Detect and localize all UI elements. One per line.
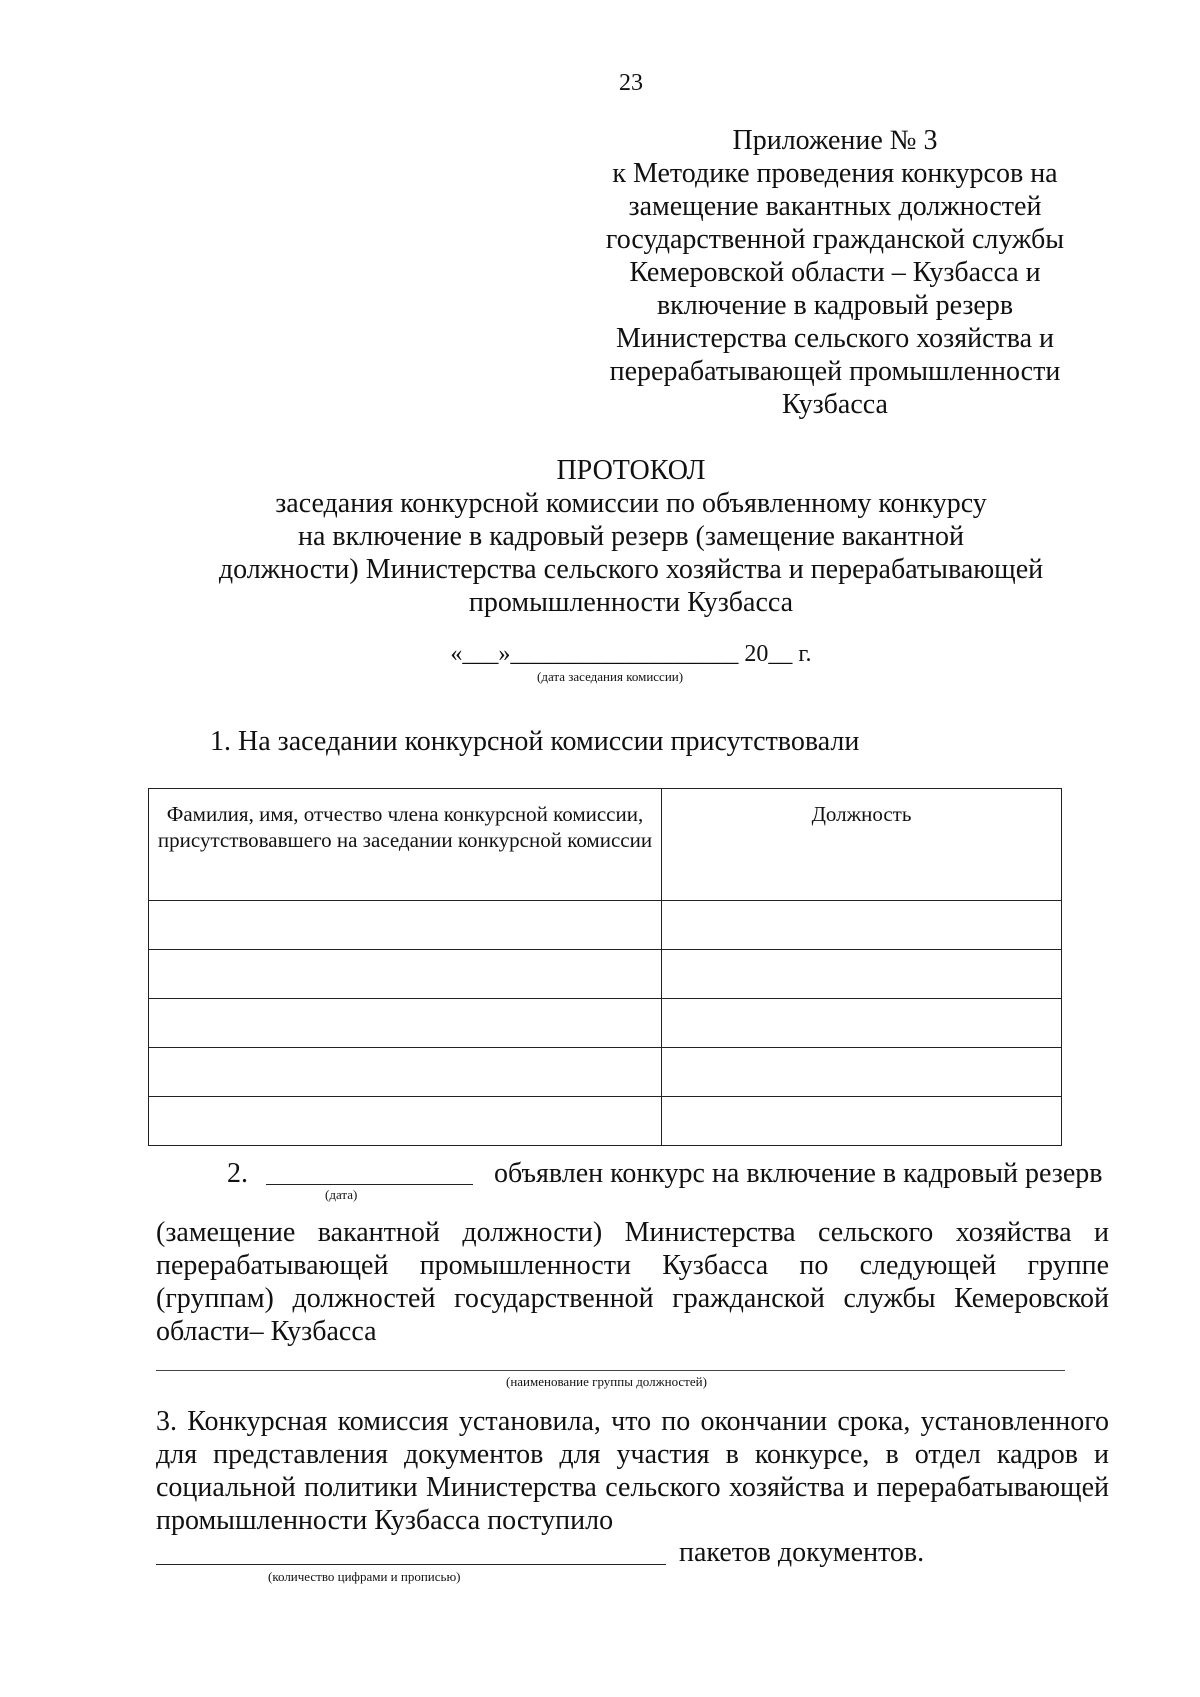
section-3-tail: пакетов документов. [679, 1537, 925, 1568]
table-row [149, 950, 1062, 999]
section-2-number: 2. [227, 1158, 248, 1189]
table-row [149, 1048, 1062, 1097]
document-subtitle [150, 487, 1112, 619]
member-name-cell[interactable] [149, 1048, 662, 1097]
header-member-name: Фамилия, имя, отчество члена конкурсной комиссии, присутствовавшего на заседании конкурсной комиссии [149, 789, 662, 901]
announcement-date-caption: (дата) [325, 1187, 358, 1202]
packets-count-caption: (количество цифрами и прописью) [268, 1569, 461, 1584]
appendix-line: Министерства сельского хозяйства и [615, 323, 1054, 354]
member-name-cell[interactable] [149, 950, 662, 999]
appendix-line: государственной гражданской службы [605, 224, 1065, 255]
table-header-row [149, 789, 1062, 901]
meeting-date-field[interactable]: «___»___________________ 20__ г. [450, 641, 812, 667]
appendix-line: Кемеровской области – Кузбасса и [629, 257, 1041, 288]
table-row [149, 1097, 1062, 1146]
packets-count-field[interactable] [156, 1564, 666, 1565]
position-group-field[interactable] [156, 1370, 1065, 1371]
table-row [149, 901, 1062, 950]
appendix-line: перерабатывающей промышленности [609, 356, 1061, 387]
appendix-header [600, 124, 1070, 421]
section-2-text: объявлен конкурс на включение в кадровый резерв [494, 1158, 1103, 1189]
position-cell[interactable] [662, 1048, 1062, 1097]
subtitle-line: заседания конкурсной комиссии по объявленному конкурсу [275, 488, 987, 519]
section-1-heading: 1. На заседании конкурсной комиссии присутствовали [210, 726, 860, 757]
appendix-line: Кузбасса [782, 389, 888, 420]
member-name-cell[interactable] [149, 999, 662, 1048]
position-cell[interactable] [662, 1097, 1062, 1146]
appendix-line: включение в кадровый резерв [656, 290, 1014, 321]
position-cell[interactable] [662, 999, 1062, 1048]
appendix-line: Приложение № 3 [732, 125, 938, 156]
position-group-caption: (наименование группы должностей) [506, 1374, 707, 1389]
meeting-date-caption: (дата заседания комиссии) [537, 669, 684, 684]
section-2-paragraph: (замещение вакантной должности) Министерства сельского хозяйства и перерабатывающей промышленности Кузбасса по следующей группе (группам) должностей государственной гражданской службы Кемеровской области– Кузбасса [156, 1217, 1109, 1347]
attendees-table [148, 788, 1062, 1146]
table-row [149, 999, 1062, 1048]
announcement-date-field[interactable] [266, 1184, 473, 1185]
member-name-cell[interactable] [149, 1097, 662, 1146]
document-title: ПРОТОКОЛ [556, 455, 706, 486]
position-cell[interactable] [662, 950, 1062, 999]
subtitle-line: промышленности Кузбасса [468, 587, 794, 618]
appendix-line: замещение вакантных должностей [628, 191, 1042, 222]
section-2-line [227, 1158, 1102, 1190]
subtitle-line: на включение в кадровый резерв (замещение вакантной [298, 521, 964, 552]
header-position: Должность [662, 789, 1062, 901]
member-name-cell[interactable] [149, 901, 662, 950]
subtitle-line: должности) Министерства сельского хозяйства и перерабатывающей [218, 554, 1044, 585]
appendix-line: к Методике проведения конкурсов на [612, 158, 1058, 189]
position-cell[interactable] [662, 901, 1062, 950]
section-3-paragraph: 3. Конкурсная комиссия установила, что по окончании срока, установленного для представления документов для участия в конкурсе, в отдел кадров и социальной политики Министерства сельского хозяйства и перерабатывающей промышленности Кузбасса поступило [156, 1406, 1109, 1536]
page-number: 23 [619, 70, 643, 96]
